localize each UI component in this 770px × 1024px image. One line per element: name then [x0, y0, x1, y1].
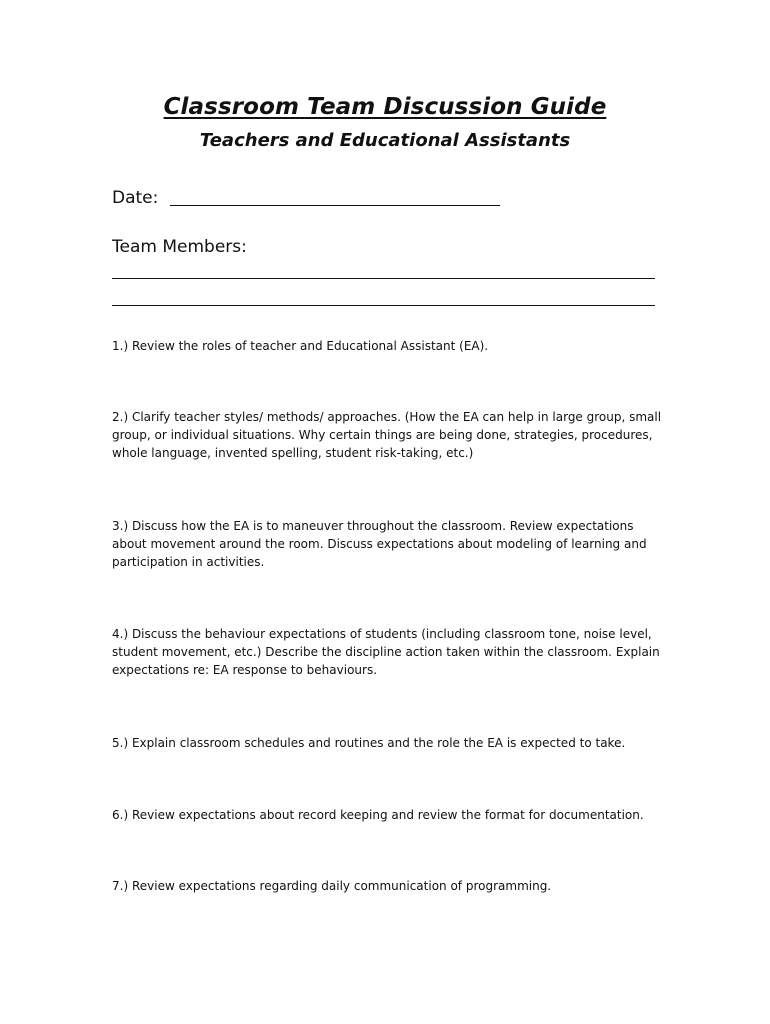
team-members-line-2[interactable]	[112, 305, 655, 306]
discussion-item-1	[112, 337, 672, 355]
item-7-line-1: 7.) Review expectations regarding daily communication of programming.	[112, 879, 552, 893]
item-2-line-2: group, or individual situations. Why certain things are being done, strategies, procedures,	[112, 428, 653, 442]
item-3-line-1: 3.) Discuss how the EA is to maneuver throughout the classroom. Review expectations	[112, 519, 634, 533]
item-1-line-1: 1.) Review the roles of teacher and Educational Assistant (EA).	[112, 339, 489, 353]
discussion-item-5	[112, 734, 672, 752]
discussion-item-6	[112, 806, 672, 824]
item-2-line-3: whole language, invented spelling, student risk-taking, etc.)	[112, 446, 474, 460]
item-4-line-2: student movement, etc.) Describe the discipline action taken within the classroom. Explain	[112, 645, 660, 659]
date-label: Date:	[112, 188, 159, 208]
date-field-line[interactable]	[170, 205, 500, 206]
item-3-line-3: participation in activities.	[112, 555, 265, 569]
item-6-line-1: 6.) Review expectations about record keeping and review the format for documentation.	[112, 808, 644, 822]
item-4-line-3: expectations re: EA response to behaviours.	[112, 663, 378, 677]
discussion-item-2	[112, 408, 672, 462]
document-title: Classroom Team Discussion Guide	[163, 94, 607, 120]
item-5-line-1: 5.) Explain classroom schedules and routines and the role the EA is expected to take.	[112, 736, 626, 750]
team-members-label: Team Members:	[112, 237, 247, 257]
item-4-line-1: 4.) Discuss the behaviour expectations of students (including classroom tone, noise level,	[112, 627, 652, 641]
discussion-item-3	[112, 517, 672, 571]
item-3-line-2: about movement around the room. Discuss expectations about modeling of learning and	[112, 537, 647, 551]
discussion-item-4	[112, 625, 672, 679]
team-members-line-1[interactable]	[112, 278, 655, 279]
discussion-item-7	[112, 877, 672, 895]
item-2-line-1: 2.) Clarify teacher styles/ methods/ approaches. (How the EA can help in large group, small	[112, 410, 662, 424]
document-subtitle: Teachers and Educational Assistants	[199, 130, 571, 151]
